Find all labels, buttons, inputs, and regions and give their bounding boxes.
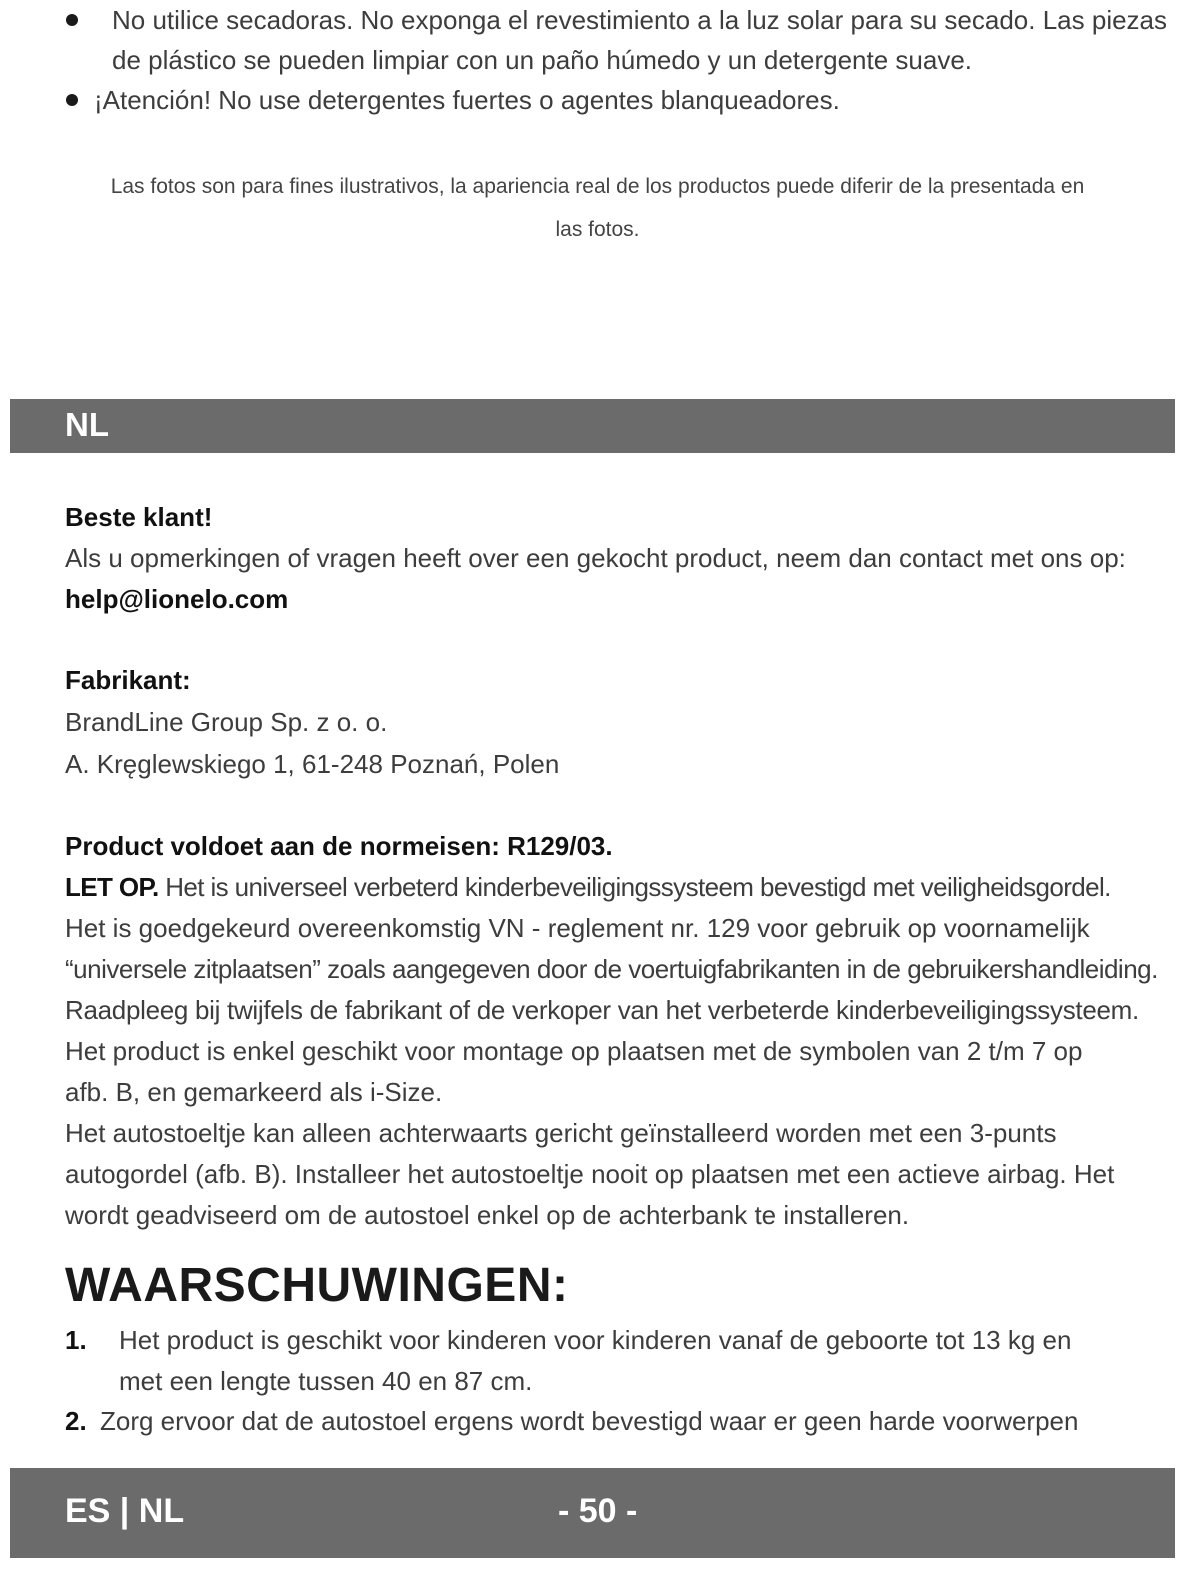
warnings-heading: WAARSCHUWINGEN: xyxy=(65,1259,569,1312)
bullet-text: No utilice secadoras. No exponga el revestimiento a la luz solar para su secado. Las piezas de plástico se pueden limpiar con un paño húmedo y un detergente suave. xyxy=(112,5,1168,75)
bullet-dot-icon xyxy=(66,94,78,106)
compliance-line: Raadpleeg bij twijfels de fabrikant of de verkoper van het verbeterde kinderbeveiligingssysteem. xyxy=(65,995,1139,1025)
compliance-line: “universele zitplaatsen” zoals aangegeven door de voertuigfabrikanten in de gebruikershandleiding. xyxy=(65,954,1158,984)
warning-number: 1. xyxy=(65,1325,87,1355)
manufacturer-title: Fabrikant: xyxy=(65,665,191,695)
section-header-label: NL xyxy=(65,406,109,443)
compliance-line: Het product is enkel geschikt voor montage op plaatsen met de symbolen van 2 t/m 7 op xyxy=(65,1036,1083,1066)
greeting-title: Beste klant! xyxy=(65,502,213,532)
compliance-title: Product voldoet aan de normeisen: R129/03. xyxy=(65,831,613,861)
warning-item xyxy=(65,1401,1160,1442)
section-header-nl xyxy=(10,399,1175,453)
warning-item xyxy=(65,1320,1160,1402)
bullet-item xyxy=(66,80,1165,120)
greeting-text: Als u opmerkingen of vragen heeft over een gekocht product, neem dan contact met ons op: xyxy=(65,543,1126,573)
contact-email[interactable]: help@lionelo.com xyxy=(65,584,289,614)
manufacturer-name: BrandLine Group Sp. z o. o. xyxy=(65,707,388,737)
compliance-line: Het autostoeltje kan alleen achterwaarts gericht geïnstalleerd worden met een 3-punts xyxy=(65,1118,1057,1148)
manufacturer-address: A. Kręglewskiego 1, 61-248 Poznań, Polen xyxy=(65,749,560,779)
compliance-block xyxy=(65,826,1160,1236)
bullet-dot-icon xyxy=(66,14,78,26)
letop-text: Het is universeel verbeterd kinderbeveiligingssysteem bevestigd met veiligheidsgordel. xyxy=(165,872,1111,902)
footer-languages: ES | NL xyxy=(65,1492,185,1530)
compliance-line: afb. B, en gemarkeerd als i-Size. xyxy=(65,1077,443,1107)
compliance-line: autogordel (afb. B). Installeer het autostoeltje nooit op plaatsen met een actieve airbag. Het xyxy=(65,1159,1115,1189)
manufacturer-block xyxy=(65,659,1160,785)
letop-line xyxy=(65,867,1160,908)
compliance-line: Het is goedgekeurd overeenkomstig VN - reglement nr. 129 voor gebruik op voornamelijk xyxy=(65,913,1090,943)
compliance-line: wordt geadviseerd om de autostoel enkel op de achterbank te installeren. xyxy=(65,1200,910,1230)
page-number: - 50 - xyxy=(558,1492,638,1530)
bullet-item xyxy=(66,0,1168,80)
letop-label: LET OP. xyxy=(65,872,159,902)
page-footer xyxy=(10,1468,1175,1558)
bullet-text: ¡Atención! No use detergentes fuertes o agentes blanqueadores. xyxy=(94,85,840,115)
warning-text: Zorg ervoor dat de autostoel ergens wordt bevestigd waar er geen harde voorwerpen xyxy=(100,1406,1079,1436)
warning-number: 2. xyxy=(65,1406,87,1436)
warning-text: Het product is geschikt voor kinderen voor kinderen vanaf de geboorte tot 13 kg en met een lengte tussen 40 en 87 cm. xyxy=(119,1325,1072,1396)
photo-disclaimer: Las fotos son para fines ilustrativos, la apariencia real de los productos puede diferir de la presentada en las fotos. xyxy=(110,175,1085,241)
greeting-block xyxy=(65,497,1160,620)
